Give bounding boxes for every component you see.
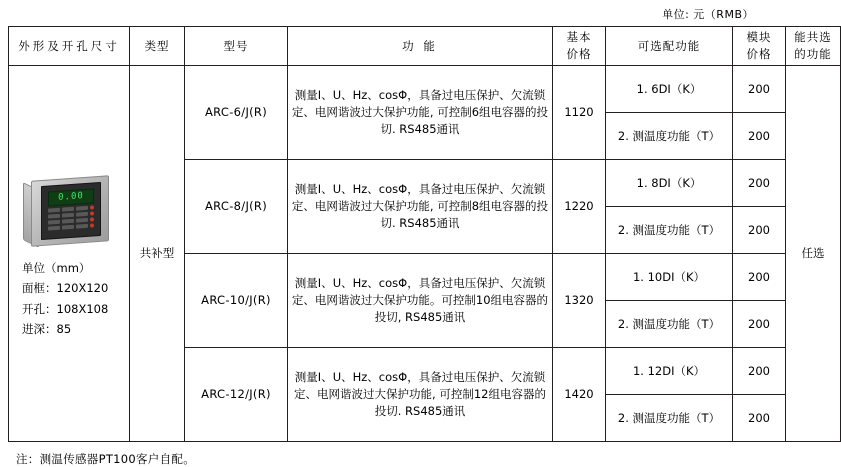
model-cell-1: ARC-6/J(R) [185, 66, 288, 160]
device-key [62, 213, 74, 218]
type-cell: 共补型 [130, 66, 185, 442]
caption-line: 开孔：108X108 [22, 301, 109, 316]
dimension-caption [12, 258, 126, 339]
device-key [48, 220, 60, 225]
model-cell-3: ARC-10/J(R) [185, 254, 288, 348]
specification-table [8, 26, 841, 442]
device-key [48, 208, 60, 213]
caption-line: 面框：120X120 [22, 281, 109, 296]
device-key-row [48, 224, 94, 231]
option-price: 200 [733, 348, 786, 395]
device-key [62, 225, 74, 230]
caption-line: 进深：85 [22, 321, 72, 336]
base-price-cell-1: 1120 [553, 66, 606, 160]
option-label: 2. 测温度功能（T） [606, 395, 733, 442]
device-led [90, 212, 94, 216]
function-cell-2: 测量I、U、Hz、cosΦ，具备过电压保护、欠流锁定、电网谐波过大保护功能, 可控制8组电容器的投切. RS485通讯 [288, 160, 553, 254]
device-key [62, 219, 74, 224]
header-shared-line1: 能共选 [794, 30, 832, 45]
function-cell-4: 测量I、U、Hz、cosΦ，具备过电压保护、欠流锁定、电网谐波过大保护功能, 可控制12组电容器的投切. RS485通讯 [288, 348, 553, 442]
table-header [9, 27, 841, 66]
model-cell-4: ARC-12/J(R) [185, 348, 288, 442]
unit-note: 单位: 元（RMB） [662, 8, 754, 21]
shared-functions-cell: 任选 [786, 66, 841, 442]
header-shared-line2: 的功能 [794, 47, 832, 61]
header-module-price-line2: 价格 [746, 47, 772, 61]
header-module-price [733, 27, 786, 66]
model-cell-2: ARC-8/J(R) [185, 160, 288, 254]
header-type: 类型 [130, 27, 185, 66]
option-label: 1. 8DI（K） [606, 160, 733, 207]
option-label: 1. 12DI（K） [606, 348, 733, 395]
device-led [90, 224, 94, 228]
option-label: 1. 10DI（K） [606, 254, 733, 301]
device-led [90, 218, 94, 222]
option-price: 200 [733, 113, 786, 160]
option-price: 200 [733, 301, 786, 348]
table-row [9, 66, 841, 113]
option-price: 200 [733, 254, 786, 301]
header-base-price-line2: 价格 [566, 47, 592, 61]
option-label: 2. 测温度功能（T） [606, 113, 733, 160]
table-header-row [9, 27, 841, 66]
device-key [48, 226, 60, 231]
header-optional-functions: 可选配功能 [606, 27, 733, 66]
header-dimensions: 外形及开孔尺寸 [9, 27, 130, 66]
device-keypad [48, 206, 94, 233]
footnote: 注：测温传感器PT100客户自配。 [16, 452, 196, 466]
header-model: 型号 [185, 27, 288, 66]
option-price: 200 [733, 66, 786, 113]
header-function: 功 能 [288, 27, 553, 66]
option-label: 2. 测温度功能（T） [606, 207, 733, 254]
header-module-price-line1: 模块 [746, 30, 772, 45]
device-led [90, 206, 94, 210]
base-price-cell-4: 1420 [553, 348, 606, 442]
device-photo [23, 174, 115, 248]
device-key [76, 212, 88, 217]
device-front-panel [41, 182, 101, 240]
table-body [9, 66, 841, 442]
option-label: 1. 6DI（K） [606, 66, 733, 113]
product-photo-cell [9, 66, 130, 442]
device-key [48, 214, 60, 219]
function-cell-1: 测量I、U、Hz、cosΦ，具备过电压保护、欠流锁定、电网谐波过大保护功能, 可控制6组电容器的投切. RS485通讯 [288, 66, 553, 160]
option-price: 200 [733, 207, 786, 254]
device-display [48, 189, 94, 207]
base-price-cell-3: 1320 [553, 254, 606, 348]
base-price-cell-2: 1220 [553, 160, 606, 254]
device-key [76, 206, 88, 211]
caption-line: 单位（mm） [22, 261, 91, 276]
function-cell-3: 测量I、U、Hz、cosΦ，具备过电压保护、欠流锁定、电网谐波过大保护功能。可控制10组电容器的投切, RS485通讯 [288, 254, 553, 348]
option-label: 2. 测温度功能（T） [606, 301, 733, 348]
option-price: 200 [733, 395, 786, 442]
device-display-value: 0.00 [58, 191, 84, 204]
header-base-price-line1: 基本 [566, 30, 592, 45]
device-key [62, 207, 74, 212]
device-key [76, 224, 88, 229]
header-shared-functions [786, 27, 841, 66]
header-base-price [553, 27, 606, 66]
device-key [76, 218, 88, 223]
option-price: 200 [733, 160, 786, 207]
